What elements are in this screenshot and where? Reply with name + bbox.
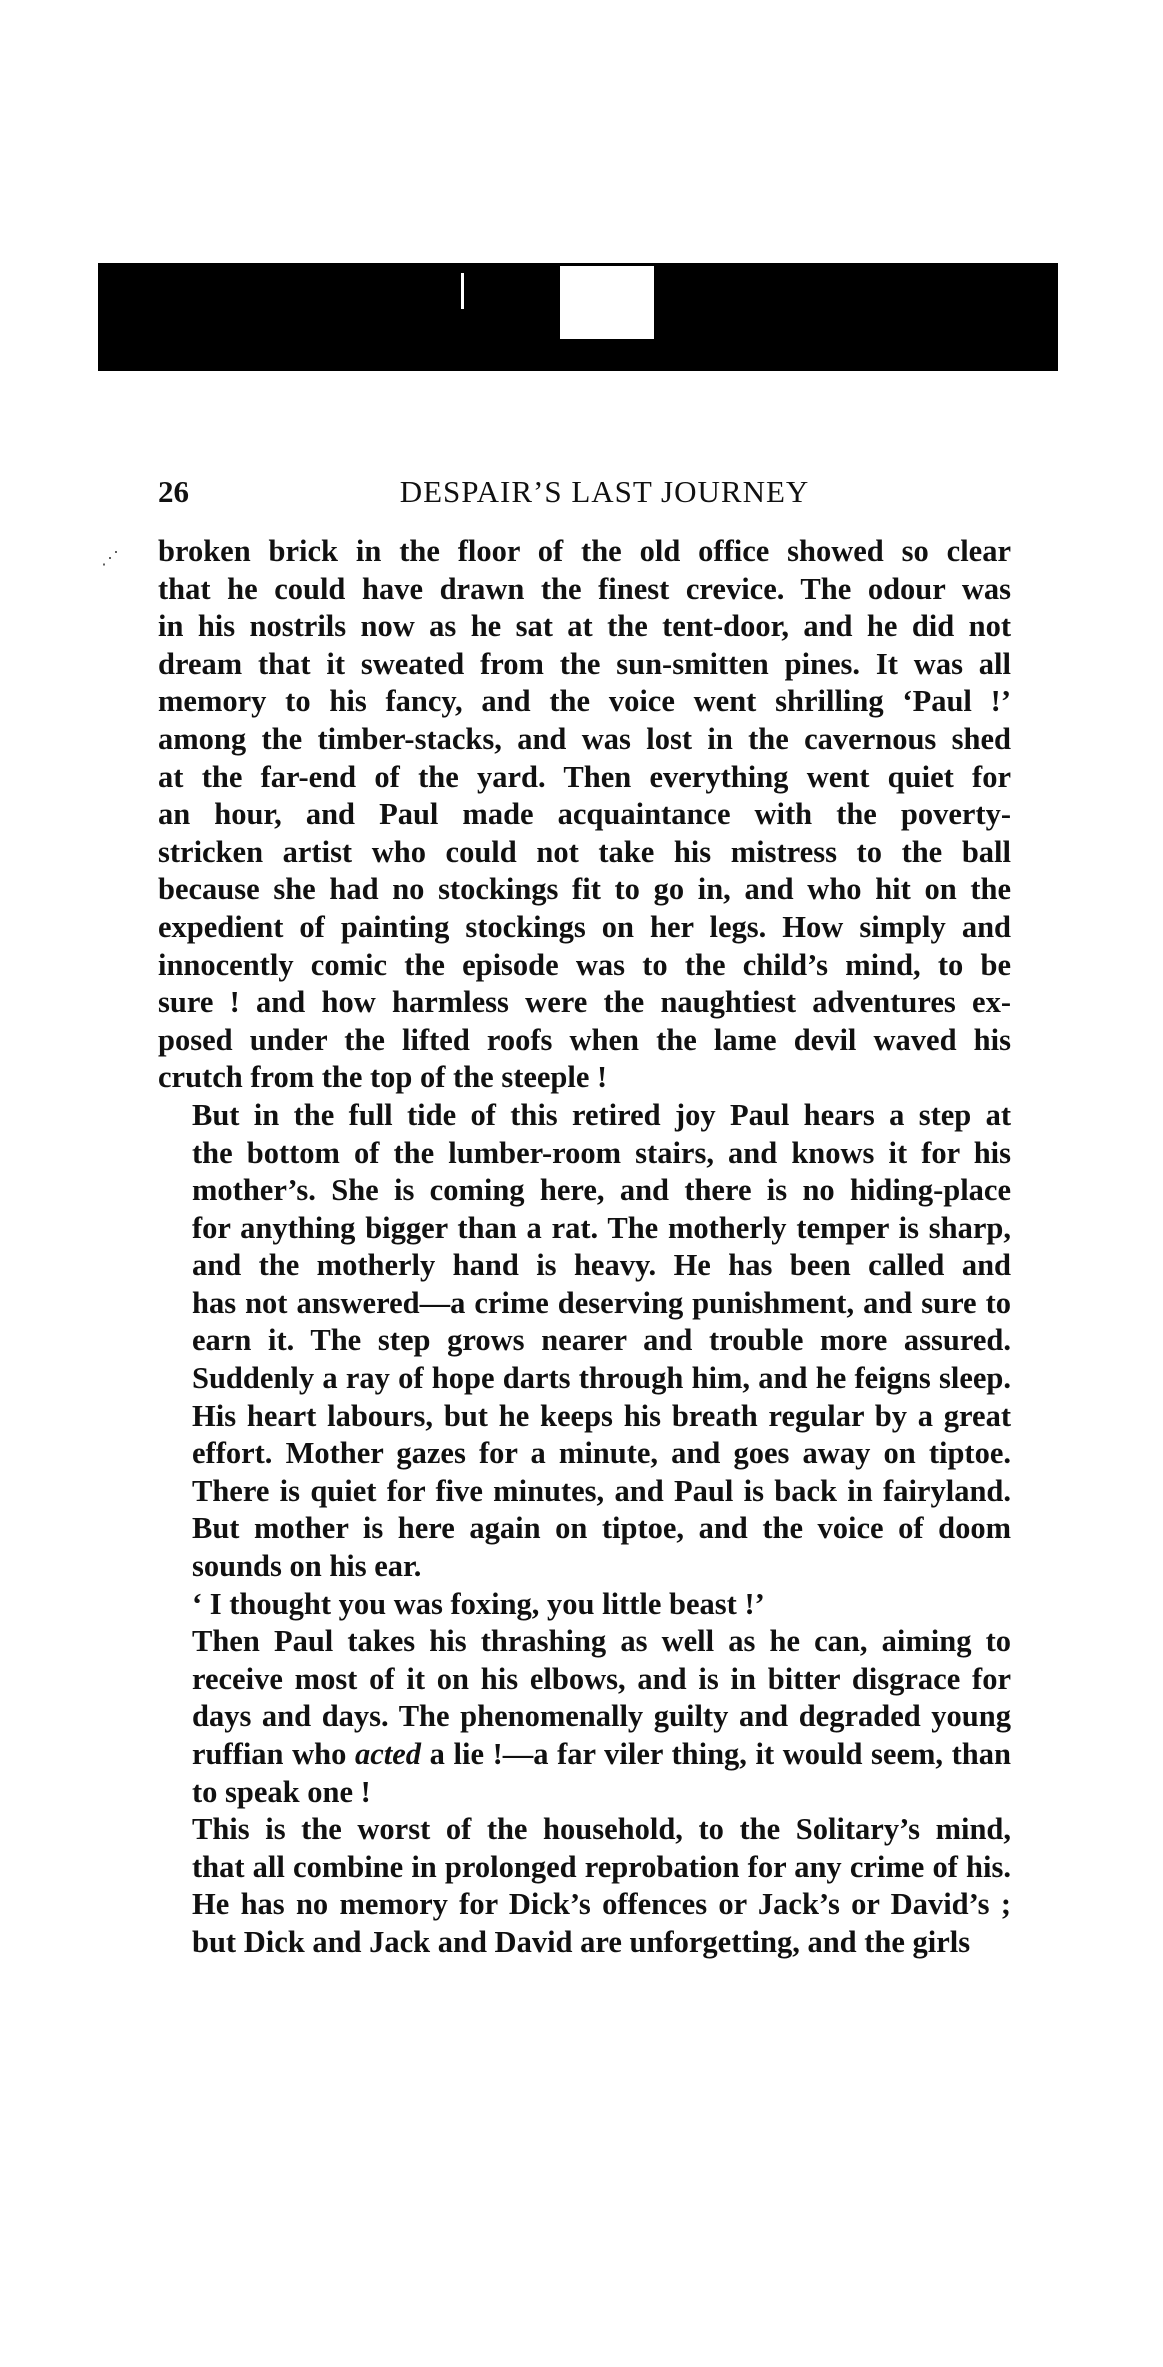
margin-mark: ⋰	[101, 548, 119, 568]
text-line: ‘ I thought you was foxing, you little beast !’	[192, 1586, 765, 1621]
text-line: but Dick and Jack and David are unforgetting, and the girls	[192, 1924, 971, 1959]
text-line: His heart labours, but he keeps his breath regular by a great	[192, 1398, 1011, 1433]
text-line: memory to his fancy, and the voice went shrilling ‘Paul !’	[158, 684, 1011, 719]
text-line: in his nostrils now as he sat at the tent-door, and he did not	[158, 609, 1011, 644]
text-line: days and days. The phenomenally guilty and degraded young	[192, 1699, 1011, 1734]
text-line: effort. Mother gazes for a minute, and goes away on tiptoe.	[192, 1436, 1011, 1471]
text-line: at the far-end of the yard. Then everything went quiet for	[158, 759, 1011, 794]
text-line: Then Paul takes his thrashing as well as he can, aiming to	[192, 1624, 1011, 1659]
text-line: among the timber-stacks, and was lost in the cavernous shed	[158, 721, 1011, 756]
text-line: that he could have drawn the finest crevice. The odour was	[158, 571, 1011, 606]
text-line: There is quiet for five minutes, and Paul is back in fairyland.	[192, 1473, 1011, 1508]
text-line: But in the full tide of this retired joy Paul hears a step at	[192, 1097, 1011, 1132]
text-line: for anything bigger than a rat. The motherly temper is sharp,	[192, 1210, 1011, 1245]
paragraph	[158, 1623, 1011, 1811]
scan-artifact-slit	[461, 273, 464, 309]
scan-artifact-bar	[98, 263, 1058, 371]
paragraph	[158, 1097, 1011, 1586]
text-line: innocently comic the episode was to the child’s mind, to be	[158, 947, 1011, 982]
text-line: expedient of painting stockings on her legs. How simply and	[158, 909, 1011, 944]
text-line: dream that it sweated from the sun-smitten pines. It was all	[158, 646, 1011, 681]
text-line: sounds on his ear.	[192, 1549, 422, 1584]
page-header	[158, 470, 1011, 518]
page-number: 26	[158, 474, 189, 509]
text-line: He has no memory for Dick’s offences or Jack’s or David’s ;	[192, 1887, 1011, 1922]
text-line: because she had no stockings fit to go in, and who hit on the	[158, 872, 1011, 907]
text-line: earn it. The step grows nearer and trouble more assured.	[192, 1323, 1011, 1358]
text-line: an hour, and Paul made acquaintance with the poverty-	[158, 797, 1011, 832]
text-line: the bottom of the lumber-room stairs, and knows it for his	[192, 1135, 1011, 1170]
text-line: sure ! and how harmless were the naughtiest adventures ex-	[158, 985, 1011, 1020]
text-line: broken brick in the floor of the old office showed so clear	[158, 534, 1011, 568]
text-line: But mother is here again on tiptoe, and the voice of doom	[192, 1511, 1011, 1546]
text-line: stricken artist who could not take his mistress to the ball	[158, 834, 1011, 869]
text-line: This is the worst of the household, to the Solitary’s mind,	[192, 1812, 1011, 1847]
paragraph	[158, 533, 1011, 1097]
text-line: that all combine in prolonged reprobation for any crime of his.	[192, 1849, 1011, 1884]
running-head: DESPAIR’S LAST JOURNEY	[399, 474, 810, 509]
text-line: Suddenly a ray of hope darts through him, and he feigns sleep.	[192, 1361, 1011, 1396]
text-line: posed under the lifted roofs when the lame devil waved his	[158, 1022, 1011, 1057]
text-line: and the motherly hand is heavy. He has been called and	[192, 1248, 1011, 1283]
text-line: crutch from the top of the steeple !	[158, 1060, 608, 1095]
scan-artifact-patch	[560, 266, 654, 339]
page-body	[158, 533, 1011, 1962]
paragraph	[158, 1811, 1011, 1961]
paragraph	[158, 1586, 1011, 1624]
text-line: ruffian who acted a lie !—a far viler thing, it would seem, than	[192, 1737, 1011, 1771]
text-line: receive most of it on his elbows, and is in bitter disgrace for	[192, 1661, 1011, 1696]
text-line: mother’s. She is coming here, and there is no hiding-place	[192, 1173, 1011, 1208]
text-line: has not answered—a crime deserving punishment, and sure to	[192, 1285, 1011, 1320]
text-line: to speak one !	[192, 1774, 371, 1809]
